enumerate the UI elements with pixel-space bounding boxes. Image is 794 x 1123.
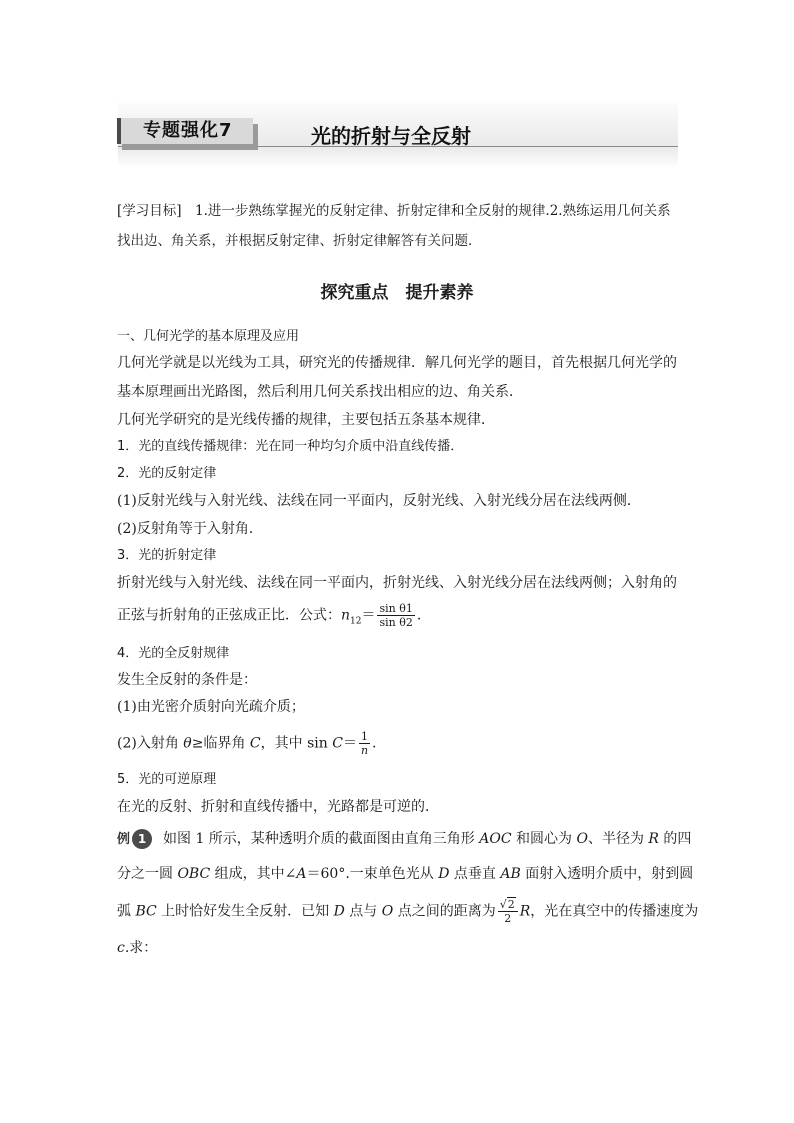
fraction-denominator: sin θ2	[379, 616, 413, 629]
fraction-denominator: n	[360, 744, 369, 757]
math-var: D	[438, 866, 450, 882]
rule-3b	[117, 602, 421, 631]
fraction-numerator: 1	[359, 730, 370, 744]
example-text: .求：	[124, 940, 158, 956]
critical-fraction	[359, 730, 370, 757]
example-label: 例	[117, 832, 131, 847]
math-var: AB	[500, 866, 521, 882]
paragraph-2: 几何光学研究的是光线传播的规律，主要包括五条基本规律．	[117, 412, 495, 428]
rule-4c-text: (2)入射角	[117, 735, 184, 752]
example-line-3	[117, 898, 698, 925]
formula-equals: ＝	[361, 607, 376, 624]
example-text: 点与	[344, 903, 382, 920]
example-text: ，光在真空中的传播速度为	[530, 903, 699, 920]
example-text: 点垂直	[449, 866, 501, 882]
rule-4-title: 4．光的全反射规律	[117, 646, 230, 661]
rule-4a: 发生全反射的条件是：	[117, 672, 257, 688]
radicand: 2	[507, 898, 515, 911]
math-var: O	[381, 903, 394, 920]
example-text: 和圆心为	[511, 831, 577, 847]
goal-line-2: 找出边、角关系，并根据反射定律、折射定律解答有关问题．	[117, 233, 482, 249]
math-var: A	[296, 866, 307, 882]
math-var: AOC	[479, 831, 512, 847]
math-var: D	[333, 903, 345, 920]
rule-2a: (1)反射光线与入射光线、法线在同一平面内，反射光线、入射光线分居在法线两侧．	[117, 493, 641, 509]
rule-4c-period: .	[372, 735, 377, 752]
example-text: 点之间的距离为	[393, 903, 496, 920]
math-var: c	[117, 940, 125, 956]
section-title-1: 一、几何光学的基本原理及应用	[117, 329, 300, 344]
math-var: OBC	[177, 866, 211, 882]
math-var: R	[648, 831, 659, 847]
example-text: 分之一圆	[117, 866, 178, 882]
paragraph-1a: 几何光学就是以光线为工具，研究光的传播规律．解几何光学的题目，首先根据几何光学的	[117, 355, 677, 371]
formula-subscript: 12	[350, 616, 362, 627]
rule-2-title: 2．光的反射定律	[117, 466, 217, 481]
fraction-denominator: 2	[504, 912, 512, 925]
rule-4c-equals: ＝	[342, 735, 357, 752]
rule-4c-mid2: ，其中 sin	[260, 735, 333, 752]
rule-3a: 折射光线与入射光线、法线在同一平面内，折射光线、入射光线分居在法线两侧；入射角的	[117, 575, 677, 591]
paragraph-1b: 基本原理画出光路图，然后利用几何关系找出相应的边、角关系．	[117, 384, 523, 400]
formula-n: n	[341, 607, 351, 624]
theta-symbol: θ	[183, 735, 192, 752]
critical-angle-symbol-2: C	[332, 735, 343, 752]
rule-3-title: 3．光的折射定律	[117, 548, 217, 563]
example-text: 面射入透明介质中，射到圆	[520, 866, 694, 882]
example-line-1	[117, 829, 691, 849]
example-line-2	[117, 864, 693, 884]
snell-fraction	[377, 602, 414, 629]
math-var: O	[576, 831, 588, 847]
example-badge	[117, 829, 155, 849]
math-var: R	[519, 903, 531, 920]
fraction-numerator: sin θ1	[379, 602, 413, 615]
example-text: 上时恰好发生全反射．已知	[156, 903, 334, 920]
rule-4c-mid: ≥临界角	[191, 735, 250, 752]
learning-goals	[117, 196, 687, 256]
section-heading: 探究重点 提升素养	[320, 283, 474, 303]
rule-5-title: 5．光的可逆原理	[117, 772, 217, 787]
rule-5a: 在光的反射、折射和直线传播中，光路都是可逆的．	[117, 799, 439, 815]
rule-4b: (1)由光密介质射向光疏介质；	[117, 699, 305, 715]
example-text: 组成，其中∠	[210, 866, 297, 882]
example-text: 的四	[658, 831, 692, 847]
page-title: 光的折射与全反射	[311, 124, 471, 148]
rule-2b: (2)反射角等于入射角．	[117, 521, 263, 537]
example-line-4	[117, 938, 157, 958]
example-text: ＝60°.一束单色光从	[306, 866, 439, 882]
topic-tag: 专题强化7	[117, 118, 253, 144]
critical-angle-symbol: C	[249, 735, 261, 752]
goal-line-1: [学习目标] 1.进一步熟练掌握光的反射定律、折射定律和全反射的规律.2.熟练运用几何关系	[117, 203, 671, 219]
math-var: BC	[135, 903, 157, 920]
example-text: 弧	[117, 903, 136, 920]
example-number-icon: 1	[132, 829, 152, 849]
sqrt-icon: √2	[499, 898, 515, 911]
rule-3b-text: 正弦与折射角的正弦成正比．公式：	[117, 607, 341, 624]
formula-period: .	[416, 607, 422, 624]
sqrt2-over-2-fraction	[498, 898, 518, 925]
example-text: 、半径为	[587, 831, 649, 847]
rule-1: 1．光的直线传播规律：光在同一种均匀介质中沿直线传播．	[117, 439, 464, 454]
fraction-numerator	[498, 898, 518, 912]
example-text: 如图 1 所示，某种透明介质的截面图由直角三角形	[163, 831, 480, 847]
rule-4c	[117, 730, 376, 757]
